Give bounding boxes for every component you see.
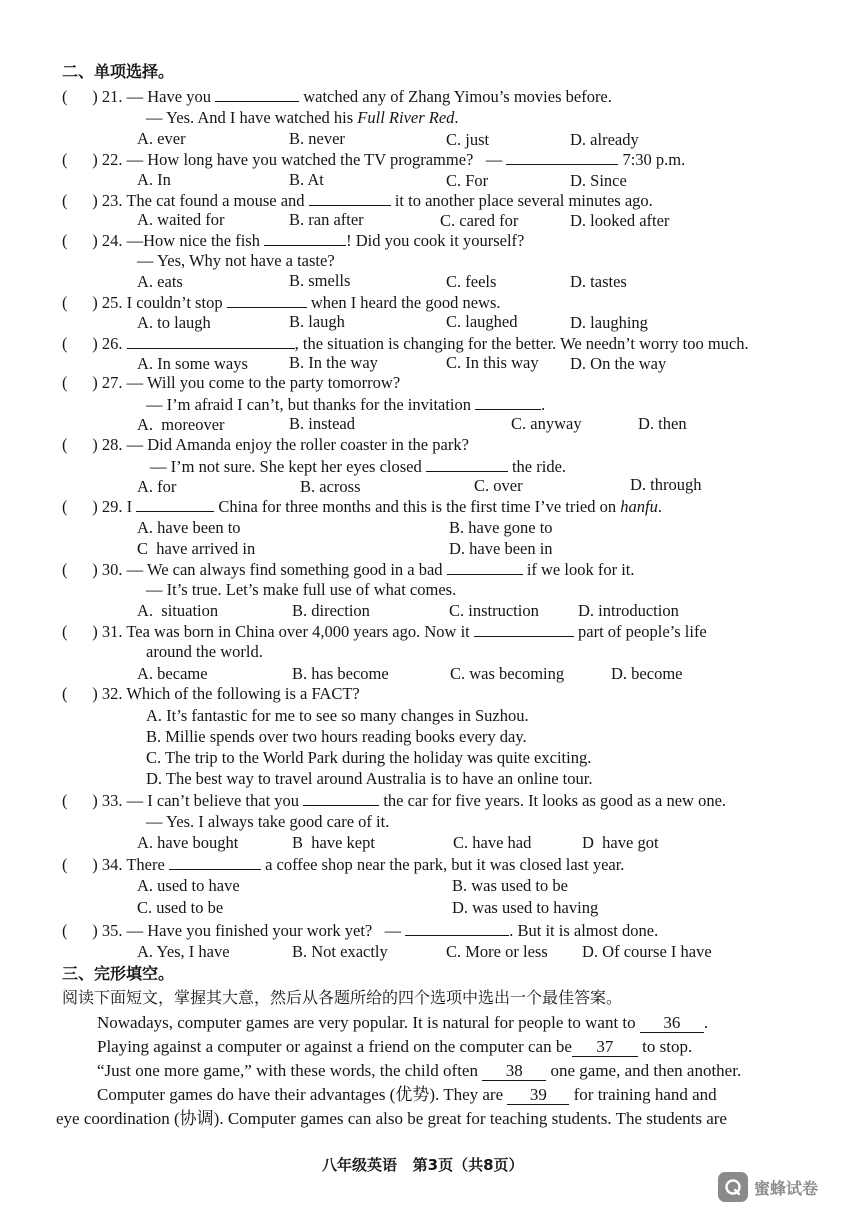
question-21: ( ) 21. — Have you watched any of Zhang Yimou’s movies before. [62, 87, 612, 106]
option: C. feels [446, 272, 497, 291]
option: D. already [570, 130, 639, 149]
question-27-reply: — I’m afraid I can’t, but thanks for the invitation . [146, 395, 546, 414]
option: B. has become [292, 664, 389, 683]
option: D have got [582, 833, 659, 852]
answer-blank[interactable] [405, 920, 509, 936]
option: D. Since [570, 171, 627, 190]
answer-blank[interactable] [426, 456, 508, 472]
cloze-blank-37[interactable]: 37 [572, 1038, 638, 1057]
answer-blank[interactable] [309, 190, 391, 206]
option: A. In some ways [137, 354, 248, 373]
answer-blank[interactable] [169, 854, 261, 870]
answer-blank[interactable] [264, 230, 346, 246]
question-22: ( ) 22. — How long have you watched the TV programme? — 7:30 p.m. [62, 150, 686, 169]
question-31-continued: around the world. [146, 642, 263, 661]
option: A. moreover [137, 415, 225, 434]
option: B. In the way [289, 353, 378, 372]
question-28: ( ) 28. — Did Amanda enjoy the roller coaster in the park? [62, 435, 469, 454]
option: C. instruction [449, 601, 539, 620]
option: A. for [137, 477, 177, 496]
cloze-blank-39[interactable]: 39 [507, 1086, 569, 1105]
option: A. ever [137, 129, 186, 148]
answer-blank[interactable] [506, 149, 618, 165]
option: C. used to be [137, 898, 224, 917]
question-33: ( ) 33. — I can’t believe that you the car for five years. It looks as good as a new one. [62, 791, 727, 810]
option: A. In [137, 170, 171, 189]
option: B. direction [292, 601, 370, 620]
passage-line: eye coordination (协调). Computer games can also be great for teaching students. The students are [56, 1109, 727, 1128]
option: D. looked after [570, 211, 670, 230]
section-3-title: 三、完形填空。 [62, 964, 175, 983]
option: A. have bought [137, 833, 239, 852]
option: D. On the way [570, 354, 667, 373]
option: C. The trip to the World Park during the holiday was quite exciting. [146, 748, 592, 767]
option: A. to laugh [137, 313, 211, 332]
option: A. Yes, I have [137, 942, 230, 961]
cloze-blank-36[interactable]: 36 [640, 1014, 704, 1033]
question-24-reply: — Yes, Why not have a taste? [137, 251, 335, 270]
option: C. over [474, 476, 523, 495]
question-27: ( ) 27. — Will you come to the party tomorrow? [62, 373, 401, 392]
option: D. The best way to travel around Australia is to have an online tour. [146, 769, 593, 788]
option: B. Not exactly [292, 942, 388, 961]
question-33-reply: — Yes. I always take good care of it. [146, 812, 390, 831]
option: A. used to have [137, 876, 240, 895]
question-30-reply: — It’s true. Let’s make full use of what comes. [146, 580, 457, 599]
question-32: ( ) 32. Which of the following is a FACT? [62, 684, 360, 703]
option: D. laughing [570, 313, 648, 332]
page-footer: 八年级英语 第3页（共8页） [322, 1156, 524, 1174]
answer-blank[interactable] [227, 292, 307, 308]
bee-logo-icon [718, 1172, 748, 1202]
option: B have kept [292, 833, 375, 852]
option: C. In this way [446, 353, 539, 372]
answer-blank[interactable] [447, 559, 523, 575]
passage-line: Computer games do have their advantages (优势). They are 39 for training hand and [97, 1085, 717, 1104]
option: B. laugh [289, 312, 345, 331]
option: B. At [289, 170, 324, 189]
option: A. have been to [137, 518, 241, 537]
option: D. was used to having [452, 898, 599, 917]
option: C. was becoming [450, 664, 565, 683]
option: B. smells [289, 271, 351, 290]
option: B. Millie spends over two hours reading books every day. [146, 727, 527, 746]
option: D. become [611, 664, 683, 683]
watermark-text: 蜜蜂试卷 [754, 1178, 819, 1198]
option: D. have been in [449, 539, 553, 558]
option: B. across [300, 477, 361, 496]
option: B. ran after [289, 210, 364, 229]
question-28-reply: — I’m not sure. She kept her eyes closed the ride. [150, 457, 567, 476]
question-24: ( ) 24. —How nice the fish ! Did you cook it yourself? [62, 231, 525, 250]
question-30: ( ) 30. — We can always find something good in a bad if we look for it. [62, 560, 635, 579]
question-21-reply: — Yes. And I have watched his Full River Red. [146, 108, 459, 127]
option: B. have gone to [449, 518, 553, 537]
option: C. More or less [446, 942, 548, 961]
option: C. have had [453, 833, 532, 852]
passage-line: Nowadays, computer games are very popular. It is natural for people to want to 36 . [97, 1013, 709, 1032]
option: C. cared for [440, 211, 519, 230]
answer-blank[interactable] [474, 621, 574, 637]
cloze-blank-38[interactable]: 38 [482, 1062, 546, 1081]
question-34: ( ) 34. There a coffee shop near the park, but it was closed last year. [62, 855, 625, 874]
passage-line: “Just one more game,” with these words, the child often 38 one game, and then another. [97, 1061, 742, 1080]
option: A. situation [137, 601, 219, 620]
option: B. instead [289, 414, 355, 433]
option: A. waited for [137, 210, 225, 229]
option: C. laughed [446, 312, 518, 331]
option: C. For [446, 171, 489, 190]
option: C. just [446, 130, 490, 149]
option: A. eats [137, 272, 183, 291]
option: D. through [630, 475, 702, 494]
option: C have arrived in [137, 539, 256, 558]
option: D. introduction [578, 601, 679, 620]
answer-blank[interactable] [127, 333, 295, 349]
answer-blank[interactable] [303, 790, 379, 806]
question-26: ( ) 26. , the situation is changing for the better. We needn’t worry too much. [62, 334, 749, 353]
section-3-instruction: 阅读下面短文，掌握其大意，然后从各题所给的四个选项中选出一个最佳答案。 [62, 988, 623, 1007]
option: D. then [638, 414, 687, 433]
section-2-title: 二、单项选择。 [62, 62, 175, 81]
option: A. became [137, 664, 208, 683]
option: B. never [289, 129, 345, 148]
answer-blank[interactable] [475, 394, 541, 410]
option: C. anyway [511, 414, 582, 433]
question-29: ( ) 29. I China for three months and this is the first time I’ve tried on hanfu. [62, 497, 662, 516]
question-31: ( ) 31. Tea was born in China over 4,000 years ago. Now it part of people’s life [62, 622, 707, 641]
option: A. It’s fantastic for me to see so many changes in Suzhou. [146, 706, 529, 725]
watermark [718, 1170, 836, 1204]
option: D. Of course I have [582, 942, 712, 961]
option: D. tastes [570, 272, 627, 291]
option: B. was used to be [452, 876, 568, 895]
question-25: ( ) 25. I couldn’t stop when I heard the good news. [62, 293, 501, 312]
passage-line: Playing against a computer or against a friend on the computer can be 37 to stop. [97, 1037, 693, 1056]
question-35: ( ) 35. — Have you finished your work yet? — . But it is almost done. [62, 921, 659, 940]
question-23: ( ) 23. The cat found a mouse and it to another place several minutes ago. [62, 191, 653, 210]
answer-blank[interactable] [136, 496, 214, 512]
answer-blank[interactable] [215, 86, 299, 102]
